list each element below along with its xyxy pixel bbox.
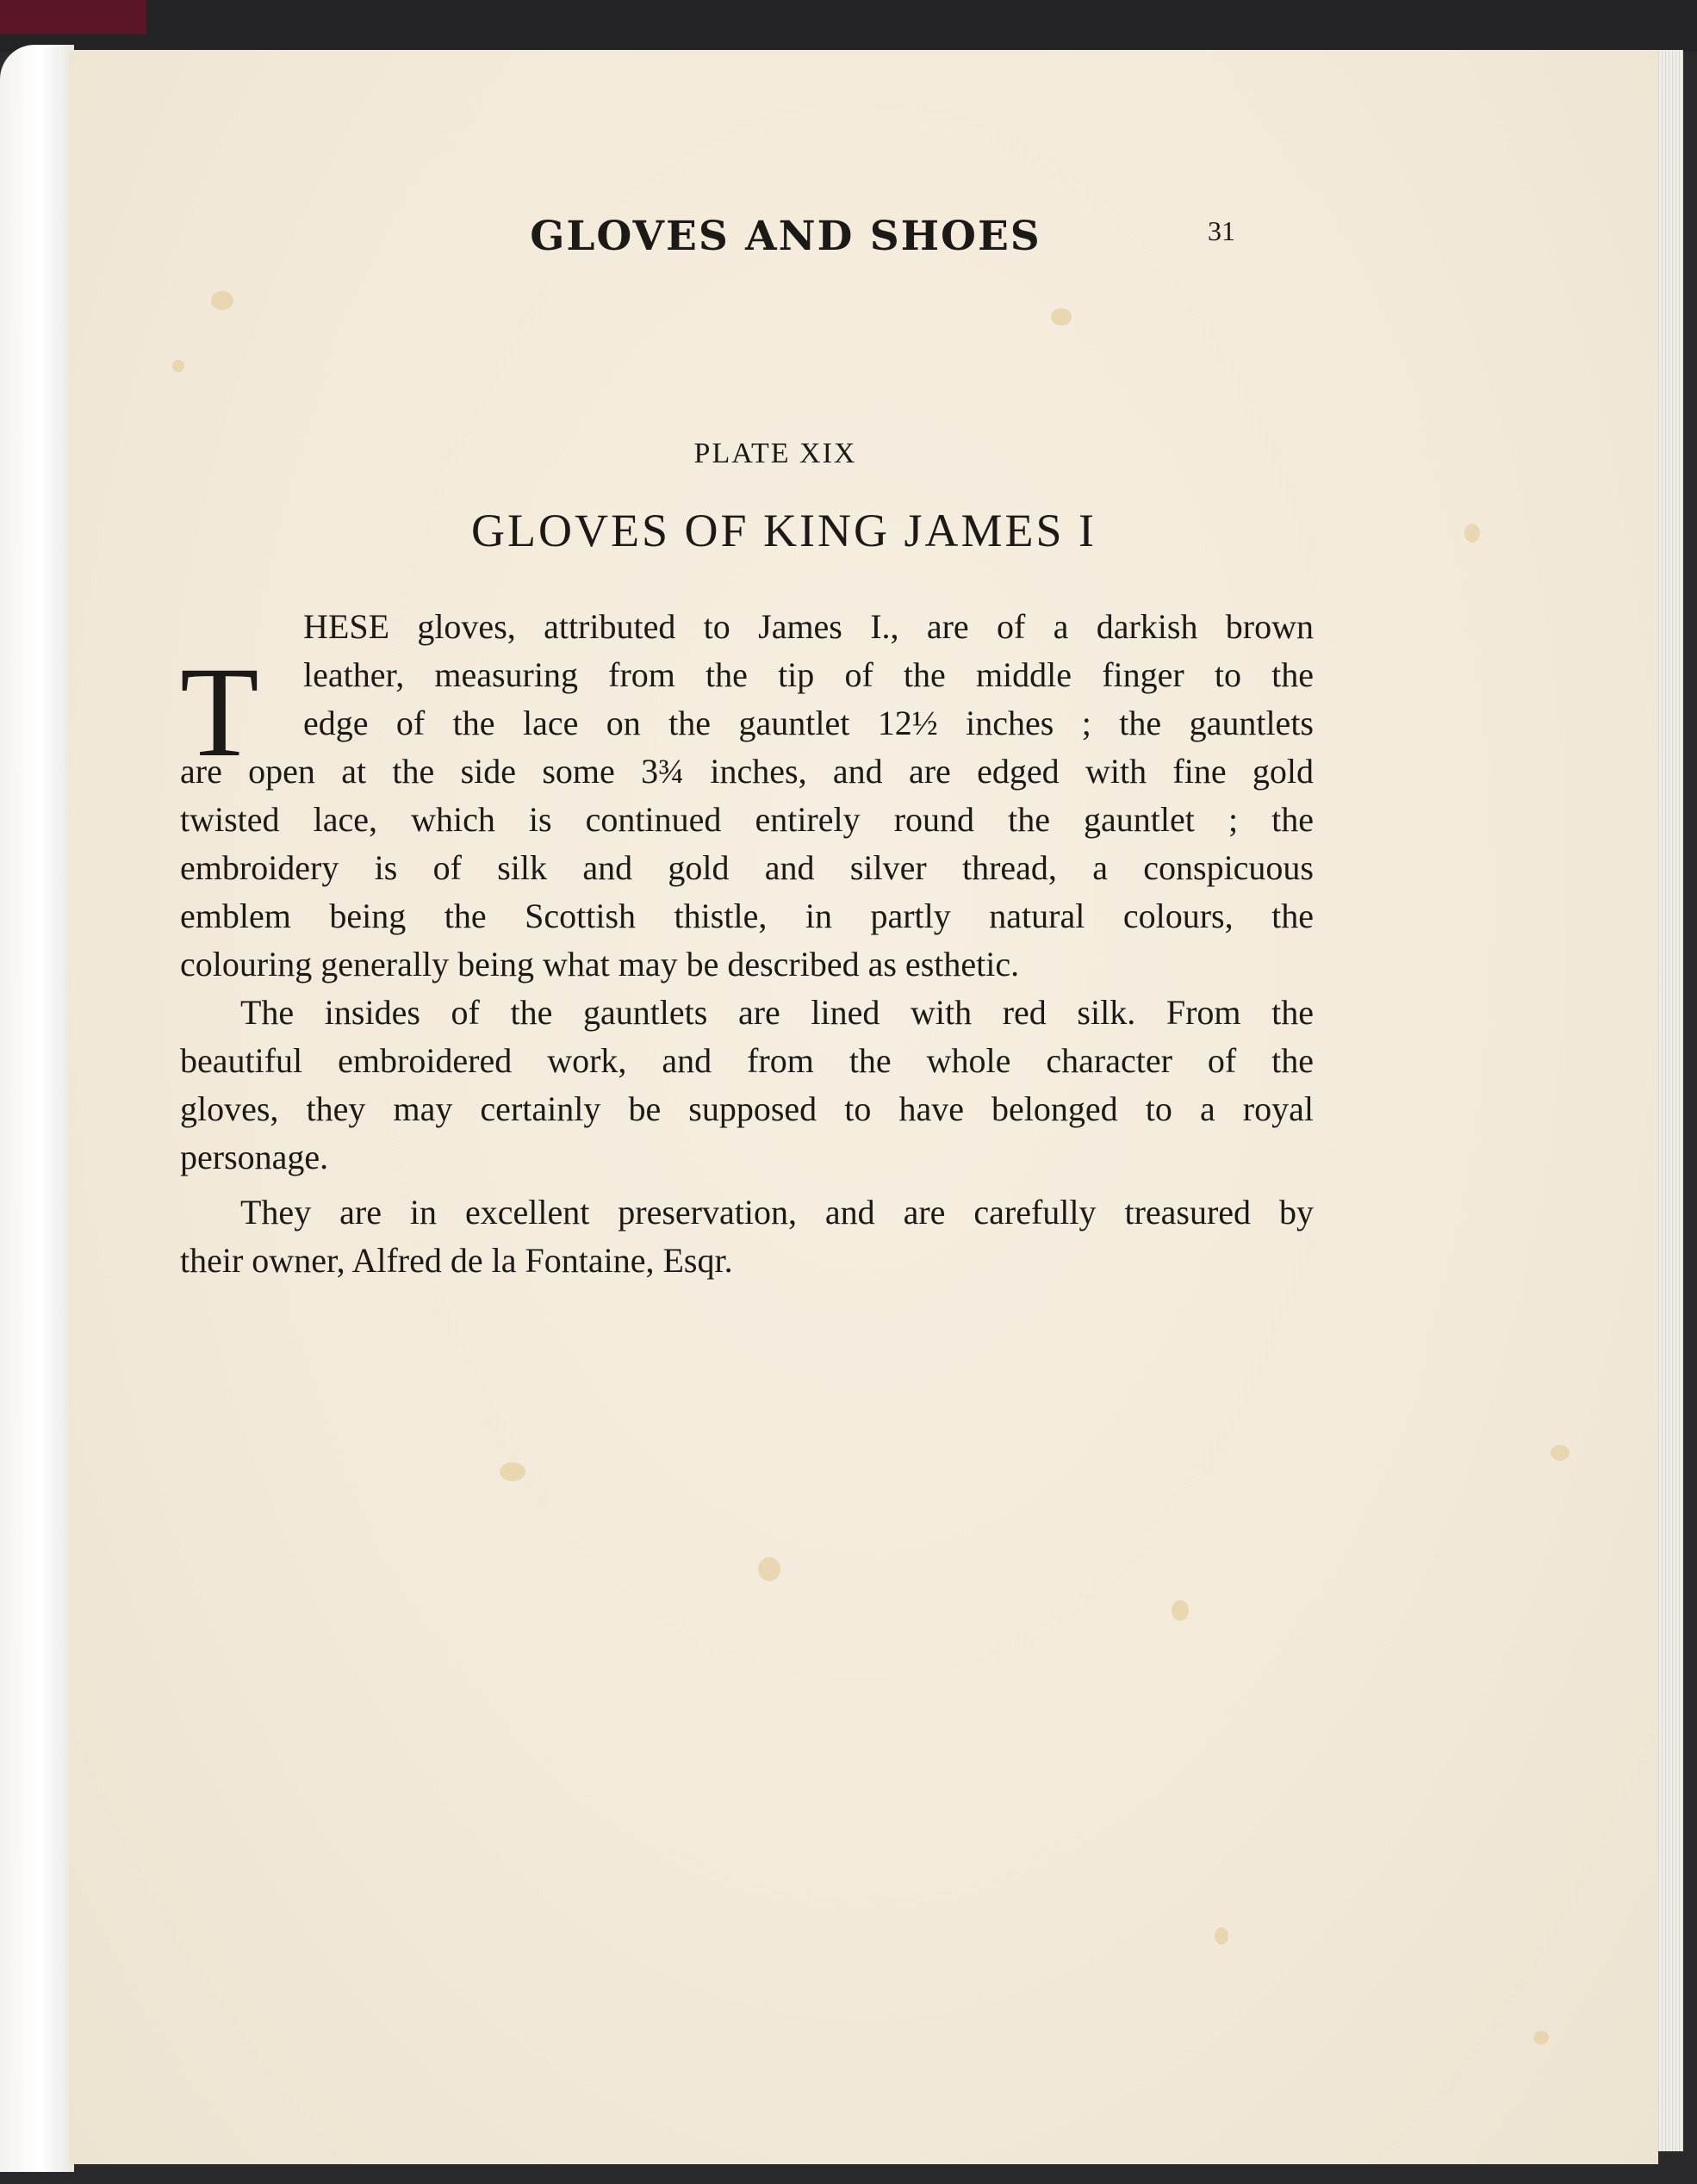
- background-surround: [0, 0, 1697, 52]
- text-line: The insides of the gauntlets are lined with red silk. From the: [240, 993, 1314, 1032]
- text-line: emblem being the Scottish thistle, in partly natural colours, the: [180, 897, 1314, 935]
- text-line: personage.: [180, 1138, 329, 1176]
- body-text: [180, 603, 1314, 1285]
- text-line: gloves, they may certainly be supposed to have belonged to a royal: [180, 1089, 1314, 1128]
- paragraph-gap: [180, 1182, 1314, 1188]
- text-line: leather, measuring from the tip of the middle finger to the: [303, 655, 1314, 694]
- text-line: edge of the lace on the gauntlet 12½ inches ; the gauntlets: [303, 704, 1314, 742]
- paragraph-1: [180, 603, 1314, 989]
- foxing-spot: [172, 360, 184, 372]
- paragraph-2: [180, 989, 1314, 1182]
- left-page-edge: [0, 45, 74, 2172]
- foxing-spot: [758, 1557, 780, 1581]
- running-head-title: GLOVES AND SHOES: [530, 213, 1041, 260]
- text-line: They are in excellent preservation, and are carefully treasured by: [240, 1193, 1314, 1232]
- foxing-spot: [1551, 1445, 1570, 1461]
- text-line: colouring generally being what may be described as esthetic.: [180, 945, 1020, 983]
- foxing-spot: [211, 291, 233, 310]
- text-line: their owner, Alfred de la Fontaine, Esqr.: [180, 1241, 733, 1280]
- text-line: HESE gloves, attributed to James I., are of a darkish brown: [303, 607, 1314, 646]
- text-line: beautiful embroidered work, and from the whole character of the: [180, 1041, 1314, 1080]
- text-line: are open at the side some 3¾ inches, and are edged with fine gold: [180, 752, 1314, 791]
- paragraph-3: [180, 1188, 1314, 1285]
- drop-cap: T: [180, 641, 259, 784]
- page-number: 31: [1208, 215, 1235, 246]
- book-cloth-edge: [0, 0, 146, 34]
- foxing-spot: [1172, 1600, 1189, 1621]
- foxing-spot: [500, 1462, 525, 1481]
- text-line: twisted lace, which is continued entirely round the gauntlet ; the: [180, 800, 1314, 839]
- foxing-spot: [1215, 1927, 1228, 1945]
- plate-title: GLOVES OF KING JAMES I: [470, 505, 1097, 556]
- foxing-spot: [1051, 308, 1072, 326]
- foxing-spot: [1533, 2031, 1549, 2044]
- page-stack-edge: [1656, 50, 1683, 2151]
- plate-label: PLATE XIX: [693, 437, 857, 469]
- text-line: embroidery is of silk and gold and silver thread, a conspicuous: [180, 848, 1314, 887]
- foxing-spot: [1464, 524, 1480, 543]
